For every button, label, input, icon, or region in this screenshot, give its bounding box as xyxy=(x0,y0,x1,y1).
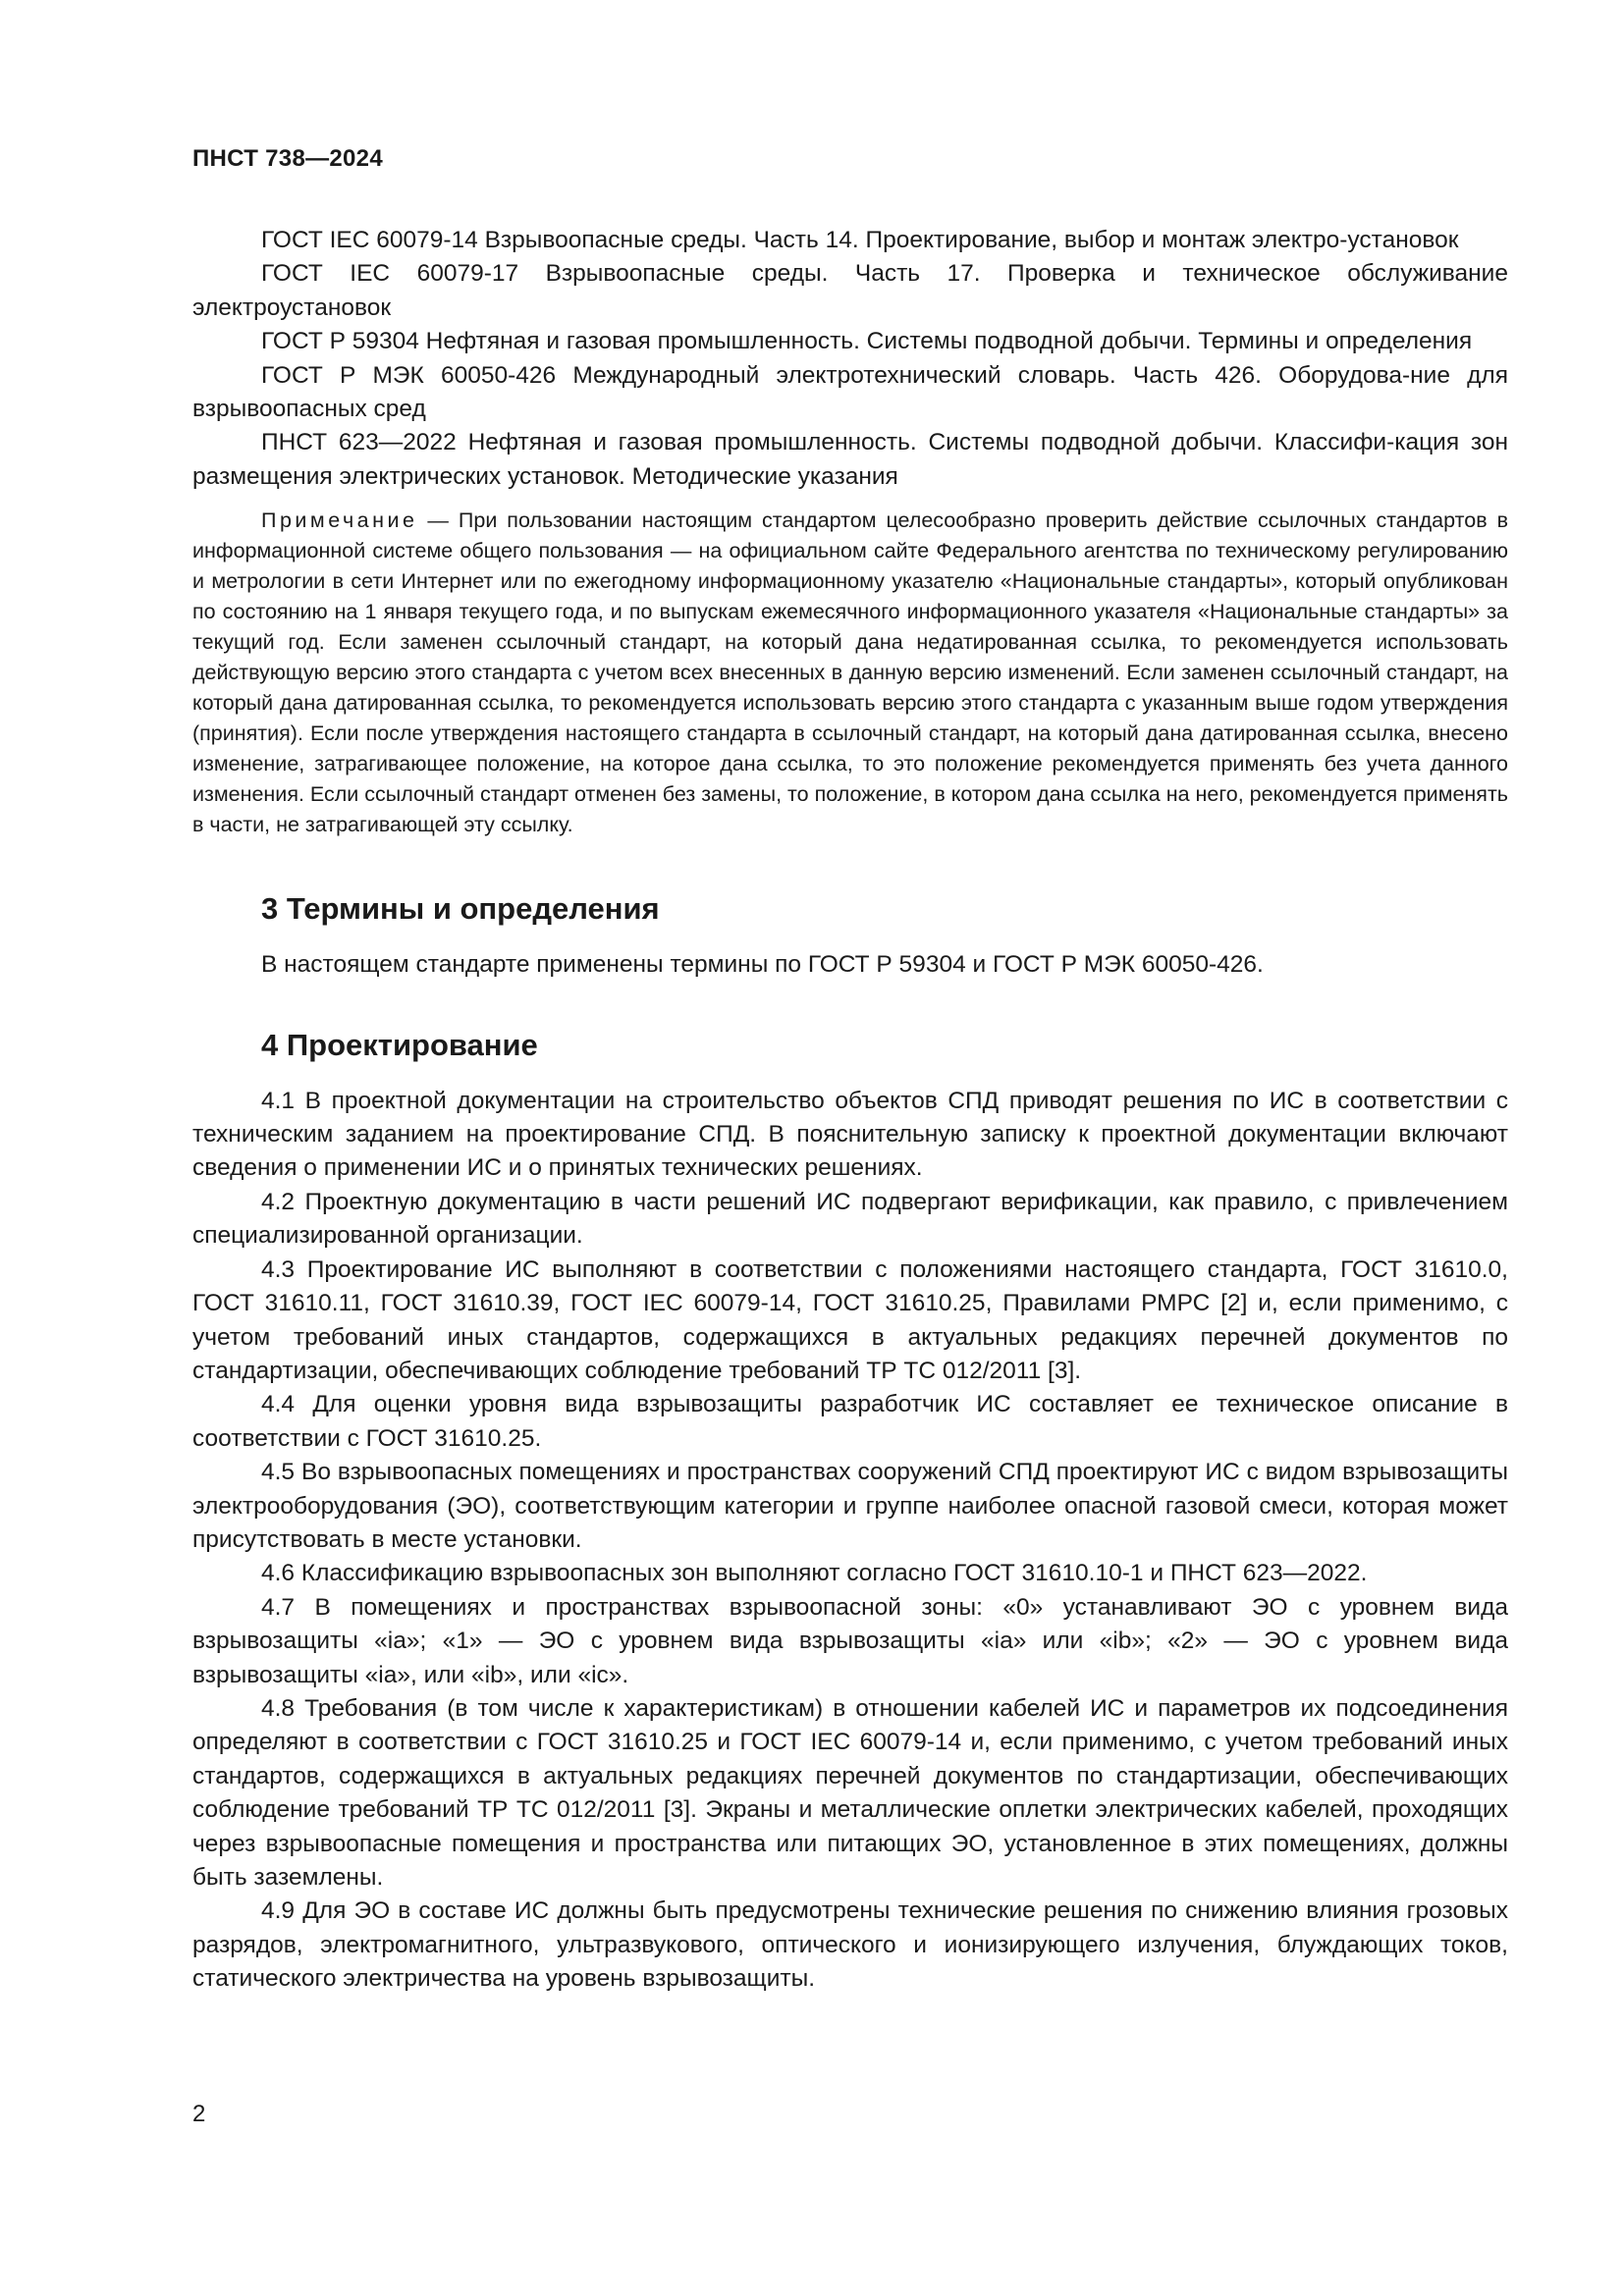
clause-4-3: 4.3 Проектирование ИС выполняют в соответствии с положениями настоящего стандарта, ГОСТ 31610.0, ГОСТ 31610.11, ГОСТ 31610.39, ГОСТ IEC 60079-14, ГОСТ 31610.25, Правилами РМРС [2] и, если применимо, с учетом требований иных стандартов, содержащихся в актуальных редакциях перечней документов по стандартизации, обеспечивающих соблюдение требований ТР ТС 012/2011 [3]. xyxy=(192,1255,1508,1384)
section-3-heading: 3 Термины и определения xyxy=(261,891,660,927)
document-code-header: ПНСТ 738—2024 xyxy=(192,145,383,172)
clause-4-5: 4.5 Во взрывоопасных помещениях и пространствах сооружений СПД проектируют ИС с видом взрывозащиты электрооборудования (ЭО), соответствующим категории и группе наиболее опасной газовой смеси, которая может присутствовать в месте установки. xyxy=(192,1459,1508,1553)
reference-item: ГОСТ IEC 60079-14 Взрывоопасные среды. Часть 14. Проектирование, выбор и монтаж электро-установок xyxy=(261,227,1459,253)
reference-item: ГОСТ IEC 60079-17 Взрывоопасные среды. Часть 17. Проверка и техническое обслуживание электроустановок xyxy=(192,260,1508,321)
section-3-text: В настоящем стандарте применены термины по ГОСТ Р 59304 и ГОСТ Р МЭК 60050-426. xyxy=(261,951,1264,979)
section-4-clauses xyxy=(192,1085,1508,1997)
note-text: При пользовании настоящим стандартом целесообразно проверить действие ссылочных стандартов в информационной системе общего пользования — на официальном сайте Федерального агентства по техническому регулированию и метрологии в сети Интернет или по ежегодному информационному указателю «Национальные стандарты», который опубликован по состоянию на 1 января текущего года, и по выпускам ежемесячного информационного указателя «Национальные стандарты» за текущий год. Если заменен ссылочный стандарт, на который дана недатированная ссылка, то рекомендуется использовать действующую версию этого стандарта с учетом всех внесенных в данную версию изменений. Если заменен ссылочный стандарт, на который дана датированная ссылка, то рекомендуется использовать версию этого стандарта с указанным выше годом утверждения (принятия). Если после утверждения настоящего стандарта в ссылочный стандарт, на который дана датированная ссылка, внесено изменение, затрагивающее положение, на которое дана ссылка, то это положение рекомендуется применять без учета данного изменения. Если ссылочный стандарт отменен без замены, то положение, в котором дана ссылка на него, рекомендуется применять в части, не затрагивающей эту ссылку. xyxy=(192,508,1509,837)
page-content xyxy=(192,224,1508,1997)
clause-4-2: 4.2 Проектную документацию в части решений ИС подвергают верификации, как правило, с привлечением специализированной организации. xyxy=(192,1188,1508,1250)
note-block xyxy=(192,506,1508,840)
clause-4-1: 4.1 В проектной документации на строительство объектов СПД приводят решения по ИС в соответствии с техническим заданием на проектирование СПД. В пояснительную записку к проектной документации включают сведения о применении ИС и о принятых технических решениях. xyxy=(192,1087,1508,1182)
reference-item: ГОСТ Р МЭК 60050-426 Международный электротехнический словарь. Часть 426. Оборудова-ние для взрывоопасных сред xyxy=(192,361,1508,423)
note-dash: — xyxy=(417,508,459,533)
normative-references-list xyxy=(192,224,1508,494)
clause-4-9: 4.9 Для ЭО в составе ИС должны быть предусмотрены технические решения по снижению влияния грозовых разрядов, электромагнитного, ультразвукового, оптического и ионизирующего излучения, блуждающих токов, статического электричества на уровень взрывозащиты. xyxy=(192,1897,1508,1993)
page-number: 2 xyxy=(192,2101,206,2127)
clause-4-8: 4.8 Требования (в том числе к характеристикам) в отношении кабелей ИС и параметров их подсоединения определяют в соответствии с ГОСТ 31610.25 и ГОСТ IEC 60079-14 и, если применимо, с учетом требований иных стандартов, содержащихся в актуальных редакциях перечней документов по стандартизации, обеспечивающих соблюдение требований ТР ТС 012/2011 [3]. Экраны и металлические оплетки электрических кабелей, проходящих через взрывоопасные помещения и пространства или питающих ЭО, установленное в этих помещениях, должны быть заземлены. xyxy=(192,1694,1508,1891)
note-label: Примечание xyxy=(261,508,418,533)
clause-4-6: 4.6 Классификацию взрывоопасных зон выполняют согласно ГОСТ 31610.10-1 и ПНСТ 623—2022. xyxy=(261,1560,1368,1587)
clause-4-4: 4.4 Для оценки уровня вида взрывозащиты разработчик ИС составляет ее техническое описание в соответствии с ГОСТ 31610.25. xyxy=(192,1391,1508,1452)
section-4-heading: 4 Проектирование xyxy=(261,1027,538,1062)
reference-item: ГОСТ Р 59304 Нефтяная и газовая промышленность. Системы подводной добычи. Термины и определения xyxy=(261,328,1473,355)
reference-item: ПНСТ 623—2022 Нефтяная и газовая промышленность. Системы подводной добычи. Классифи-кация зон размещения электрических установок. Методические указания xyxy=(192,429,1508,490)
clause-4-7: 4.7 В помещениях и пространствах взрывоопасной зоны: «0» устанавливают ЭО с уровнем вида взрывозащиты «ia»; «1» — ЭО с уровнем вида взрывозащиты «ia» или «ib»; «2» — ЭО с уровнем вида взрывозащиты «ia», или «ib», или «ic». xyxy=(192,1593,1508,1688)
